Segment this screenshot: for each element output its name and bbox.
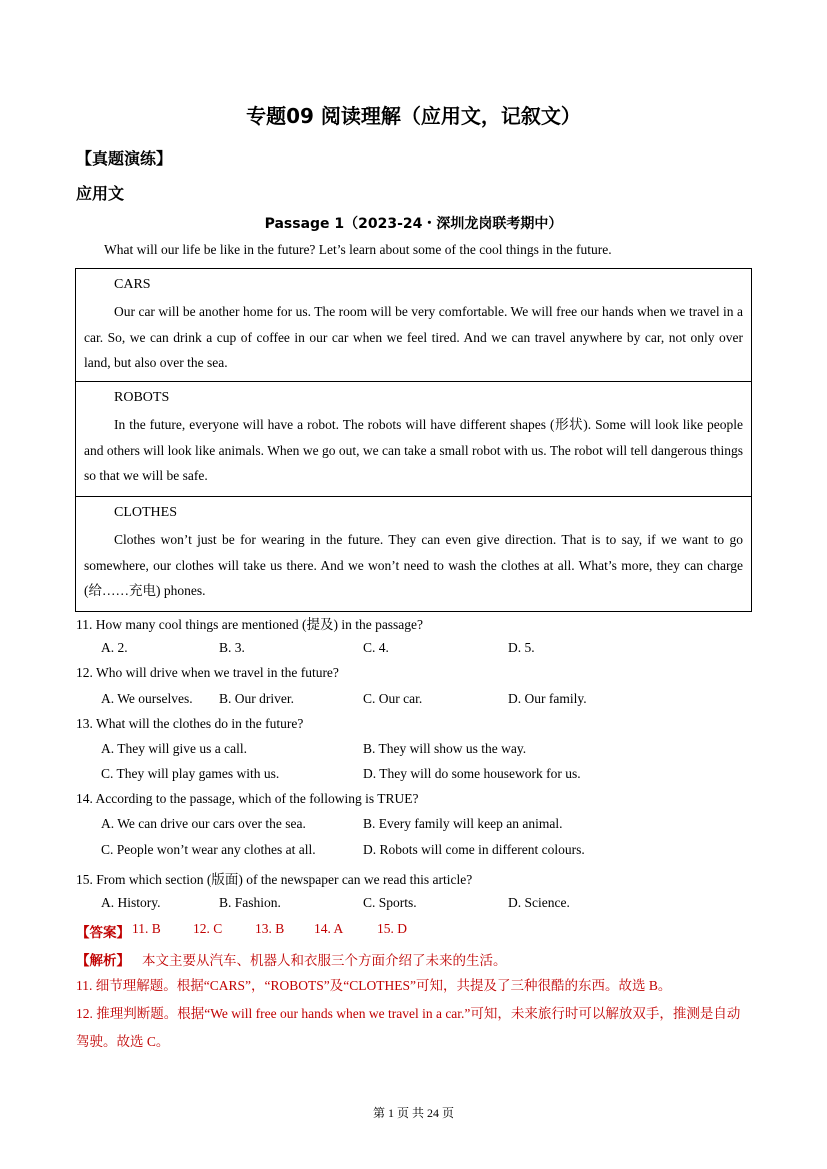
answer: 15. D <box>377 921 407 936</box>
option: C. 4. <box>363 640 389 655</box>
option: B. Fashion. <box>219 895 281 910</box>
passage-box-robots <box>75 381 752 497</box>
option: D. Our family. <box>508 691 587 706</box>
box-text: Clothes won’t just be for wearing in the future. They can even give direction. That is to say, if we want to go somewhere, our clothes will take us there. And we won’t need to wash the clothes at all. What’s more, they can charge (给……充电) phones. <box>84 532 743 598</box>
passage-title: Passage 1（2023-24・深圳龙岗联考期中） <box>264 216 563 232</box>
box-heading: CARS <box>114 277 151 292</box>
section-heading: 【真题演练】 <box>76 149 173 168</box>
box-heading: CLOTHES <box>114 505 177 520</box>
option: B. They will show us the way. <box>363 741 527 756</box>
question-14: 14. According to the passage, which of the following is TRUE? <box>76 791 419 806</box>
subsection-heading: 应用文 <box>76 184 125 203</box>
option: D. Science. <box>508 895 570 910</box>
analysis-item-12: 12. 推理判断题。根据“We will free our hands when we travel in a car.”可知，未来旅行时可以解放双手，推测是自动驾驶。故选 C。 <box>76 1006 741 1049</box>
passage-intro: What will our life be like in the future? Let’s learn about some of the cool things in the future. <box>104 242 612 257</box>
question-12: 12. Who will drive when we travel in the future? <box>76 665 339 680</box>
option: D. 5. <box>508 640 535 655</box>
question-15: 15. From which section (版面) of the newspaper can we read this article? <box>76 872 473 887</box>
option: A. 2. <box>101 640 128 655</box>
option: A. They will give us a call. <box>101 741 247 756</box>
option: C. Sports. <box>363 895 417 910</box>
question-13: 13. What will the clothes do in the future? <box>76 716 304 731</box>
analysis-label: 【解析】 <box>76 953 130 968</box>
question-11: 11. How many cool things are mentioned (提及) in the passage? <box>76 617 424 632</box>
box-text: Our car will be another home for us. The room will be very comfortable. We will free our hands when we travel in a car. So, we can drink a cup of coffee in our car when we feel tired. And we can travel anywhere by car, not only over land, but also over the sea. <box>84 304 743 370</box>
answer: 11. B <box>132 921 161 936</box>
answer: 13. B <box>255 921 285 936</box>
passage-box-clothes <box>75 496 752 612</box>
option: D. Robots will come in different colours. <box>363 842 585 857</box>
box-heading: ROBOTS <box>114 390 170 405</box>
option: C. People won’t wear any clothes at all. <box>101 842 316 857</box>
passage-box-cars <box>75 268 752 382</box>
option: A. We ourselves. <box>101 691 193 706</box>
box-text: In the future, everyone will have a robot. The robots will have different shapes (形状). Some will look like people and others will look like animals. When we go out, we can take a small robot with us. The robot will tell dangerous things so that we will be safe. <box>84 417 743 483</box>
page-title: 专题09 阅读理解（应用文，记叙文） <box>246 104 581 128</box>
answer: 12. C <box>193 921 223 936</box>
option: B. 3. <box>219 640 245 655</box>
page-number: 第 1 页 共 24 页 <box>372 1106 454 1120</box>
option: D. They will do some housework for us. <box>363 766 581 781</box>
option: C. They will play games with us. <box>101 766 280 781</box>
analysis-summary: 本文主要从汽车、机器人和衣服三个方面介绍了未来的生活。 <box>142 953 507 968</box>
option: A. We can drive our cars over the sea. <box>101 816 306 831</box>
analysis-item-11: 11. 细节理解题。根据“CARS”，“ROBOTS”及“CLOTHES”可知，共提及了三种很酷的东西。故选 B。 <box>76 978 672 993</box>
option: B. Our driver. <box>219 691 294 706</box>
option: A. History. <box>101 895 161 910</box>
answer-label: 【答案】 <box>76 925 130 940</box>
answer: 14. A <box>314 921 344 936</box>
option: B. Every family will keep an animal. <box>363 816 563 831</box>
option: C. Our car. <box>363 691 423 706</box>
